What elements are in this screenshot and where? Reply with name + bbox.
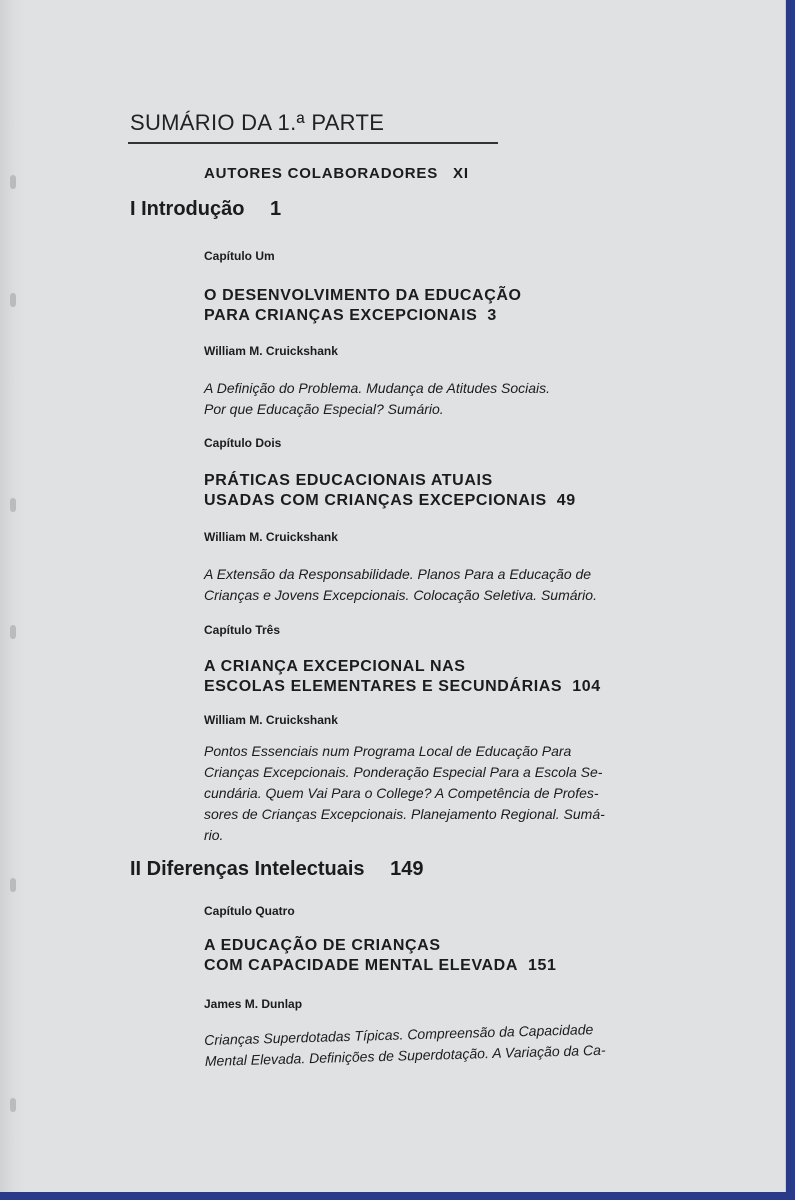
chapter-title-line: ESCOLAS ELEMENTARES E SECUNDÁRIAS 104 [204, 678, 601, 695]
chapter-label: Capítulo Dois [204, 436, 282, 450]
chapter-title [204, 936, 557, 976]
part-label: II Diferenças Intelectuais [130, 858, 365, 880]
part-page: 1 [270, 198, 282, 220]
chapter-title-line: A EDUCAÇÃO DE CRIANÇAS [204, 937, 441, 954]
chapter-author: William M. Cruickshank [204, 713, 338, 727]
chapter-page: 104 [572, 678, 601, 695]
chapter-author: William M. Cruickshank [204, 530, 338, 544]
authors-page: XI [453, 165, 469, 182]
chapter-page: 3 [487, 307, 497, 324]
chapter-description: A Definição do Problema. Mudança de Atitudes Sociais. Por que Educação Especial? Sumário. [204, 380, 551, 417]
authors-entry [204, 165, 469, 182]
chapter-description: Crianças Superdotadas Típicas. Compreensão da Capacidade Mental Elevada. Definições de Superdotação. A Variação da Ca- [204, 1021, 606, 1069]
part-heading [130, 198, 281, 221]
chapter-title-line: PRÁTICAS EDUCACIONAIS ATUAIS [204, 472, 493, 489]
chapter-author: William M. Cruickshank [204, 344, 338, 358]
chapter-title [204, 471, 576, 511]
chapter-title-line: A CRIANÇA EXCEPCIONAL NAS [204, 658, 466, 675]
chapter-title-line: COM CAPACIDADE MENTAL ELEVADA 151 [204, 957, 557, 974]
authors-label: AUTORES COLABORADORES [204, 165, 439, 182]
chapter-page: 151 [528, 957, 557, 974]
chapter-description: A Extensão da Responsabilidade. Planos Para a Educação de Crianças e Jovens Excepcionais. Colocação Seletiva. Sumário. [204, 566, 597, 603]
title-underline [128, 142, 498, 144]
part-label: I Introdução [130, 198, 245, 220]
chapter-title-line: O DESENVOLVIMENTO DA EDUCAÇÃO [204, 287, 522, 304]
chapter-page: 49 [556, 492, 576, 509]
chapter-title [204, 657, 601, 697]
chapter-label: Capítulo Três [204, 623, 281, 637]
chapter-description: Pontos Essenciais num Programa Local de Educação Para Crianças Excepcionais. Ponderação Especial Para a Escola Se- cundária. Quem Vai Para o College? A Competência de Profes- sores de Crianças Excepcionais. Planejamento Regional. Sumá- rio. [204, 743, 605, 843]
chapter-title [204, 286, 522, 326]
chapter-author: James M. Dunlap [204, 997, 303, 1011]
chapter-title-line: PARA CRIANÇAS EXCEPCIONAIS 3 [204, 307, 497, 324]
chapter-label: Capítulo Um [204, 249, 275, 263]
chapter-label: Capítulo Quatro [204, 904, 295, 918]
summary-title: SUMÁRIO DA 1.ª PARTE [130, 110, 385, 135]
part-heading [130, 858, 423, 881]
part-page: 149 [390, 858, 424, 880]
chapter-title-line: USADAS COM CRIANÇAS EXCEPCIONAIS 49 [204, 492, 576, 509]
